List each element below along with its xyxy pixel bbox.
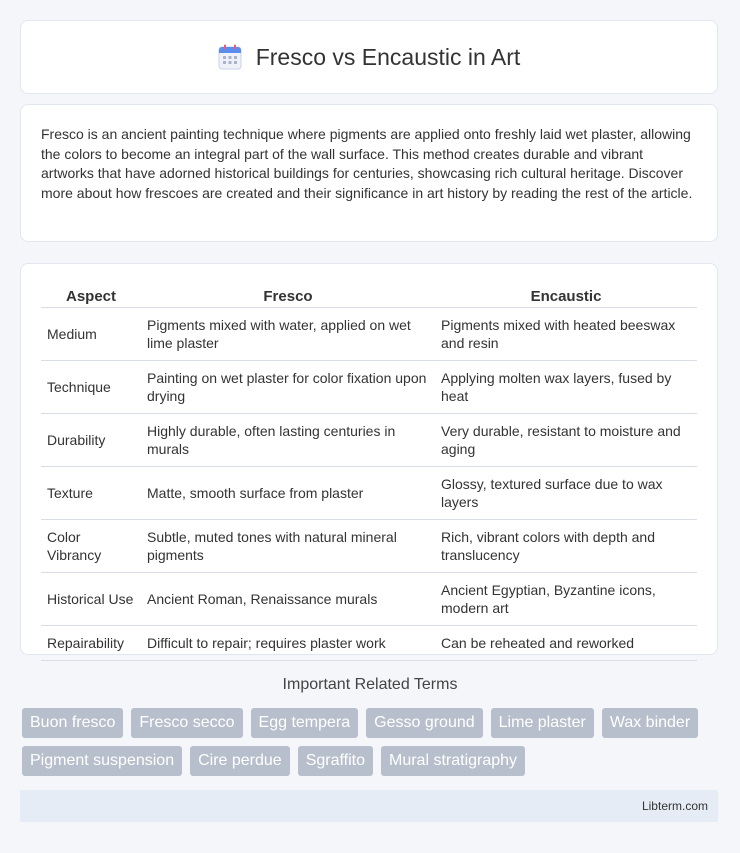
header-fresco: Fresco <box>141 282 435 308</box>
related-terms-title: Important Related Terms <box>282 676 458 693</box>
table-row <box>41 573 697 626</box>
cell-encaustic: Can be reheated and reworked <box>435 626 697 661</box>
tag-buon-fresco[interactable]: Buon fresco <box>22 708 123 738</box>
header-aspect: Aspect <box>41 282 141 308</box>
cell-aspect: Technique <box>41 361 141 414</box>
cell-encaustic: Glossy, textured surface due to wax layers <box>435 467 697 520</box>
table-header-row <box>41 282 697 308</box>
tag-egg-tempera[interactable]: Egg tempera <box>251 708 359 738</box>
page-title: Fresco vs Encaustic in Art <box>255 43 521 70</box>
footer-site-link[interactable]: Libterm.com <box>641 799 708 813</box>
cell-encaustic: Rich, vibrant colors with depth and translucency <box>435 520 697 573</box>
intro-card <box>20 104 718 242</box>
table-row <box>41 626 697 661</box>
cell-fresco: Difficult to repair; requires plaster work <box>141 626 435 661</box>
tag-fresco-secco[interactable]: Fresco secco <box>131 708 242 738</box>
comparison-card <box>20 263 718 655</box>
table-row <box>41 308 697 361</box>
cell-aspect: Repairability <box>41 626 141 661</box>
cell-fresco: Painting on wet plaster for color fixation upon drying <box>141 361 435 414</box>
cell-aspect: Medium <box>41 308 141 361</box>
cell-aspect: Durability <box>41 414 141 467</box>
cell-fresco: Pigments mixed with water, applied on wet lime plaster <box>141 308 435 361</box>
tag-mural-stratigraphy[interactable]: Mural stratigraphy <box>381 746 525 776</box>
title-card <box>20 20 718 94</box>
intro-text: Fresco is an ancient painting technique where pigments are applied onto freshly laid wet plaster, allowing the colors to become an integral part of the wall surface. This method creates durable and vibrant artworks that have adorned historical buildings for centuries, showcasing rich cultural heritage. Discover more about how frescoes are created and their significance in art history by reading the rest of the article. <box>41 126 693 201</box>
tag-wax-binder[interactable]: Wax binder <box>602 708 698 738</box>
table-row <box>41 467 697 520</box>
cell-encaustic: Pigments mixed with heated beeswax and resin <box>435 308 697 361</box>
cell-aspect: Texture <box>41 467 141 520</box>
calendar-icon <box>218 44 242 70</box>
tag-gesso-ground[interactable]: Gesso ground <box>366 708 483 738</box>
comparison-table <box>41 282 697 661</box>
tag-sgraffito[interactable]: Sgraffito <box>298 746 373 776</box>
cell-fresco: Ancient Roman, Renaissance murals <box>141 573 435 626</box>
cell-aspect: Historical Use <box>41 573 141 626</box>
cell-aspect: Color Vibrancy <box>41 520 141 573</box>
cell-encaustic: Applying molten wax layers, fused by heat <box>435 361 697 414</box>
table-row <box>41 361 697 414</box>
cell-fresco: Highly durable, often lasting centuries in murals <box>141 414 435 467</box>
header-encaustic: Encaustic <box>435 282 697 308</box>
tag-lime-plaster[interactable]: Lime plaster <box>491 708 594 738</box>
cell-fresco: Matte, smooth surface from plaster <box>141 467 435 520</box>
related-terms-list <box>22 708 722 776</box>
footer <box>20 790 718 822</box>
cell-encaustic: Ancient Egyptian, Byzantine icons, modern art <box>435 573 697 626</box>
table-row <box>41 414 697 467</box>
tag-cire-perdue[interactable]: Cire perdue <box>190 746 290 776</box>
cell-fresco: Subtle, muted tones with natural mineral pigments <box>141 520 435 573</box>
table-row <box>41 520 697 573</box>
tag-pigment-suspension[interactable]: Pigment suspension <box>22 746 182 776</box>
cell-encaustic: Very durable, resistant to moisture and aging <box>435 414 697 467</box>
